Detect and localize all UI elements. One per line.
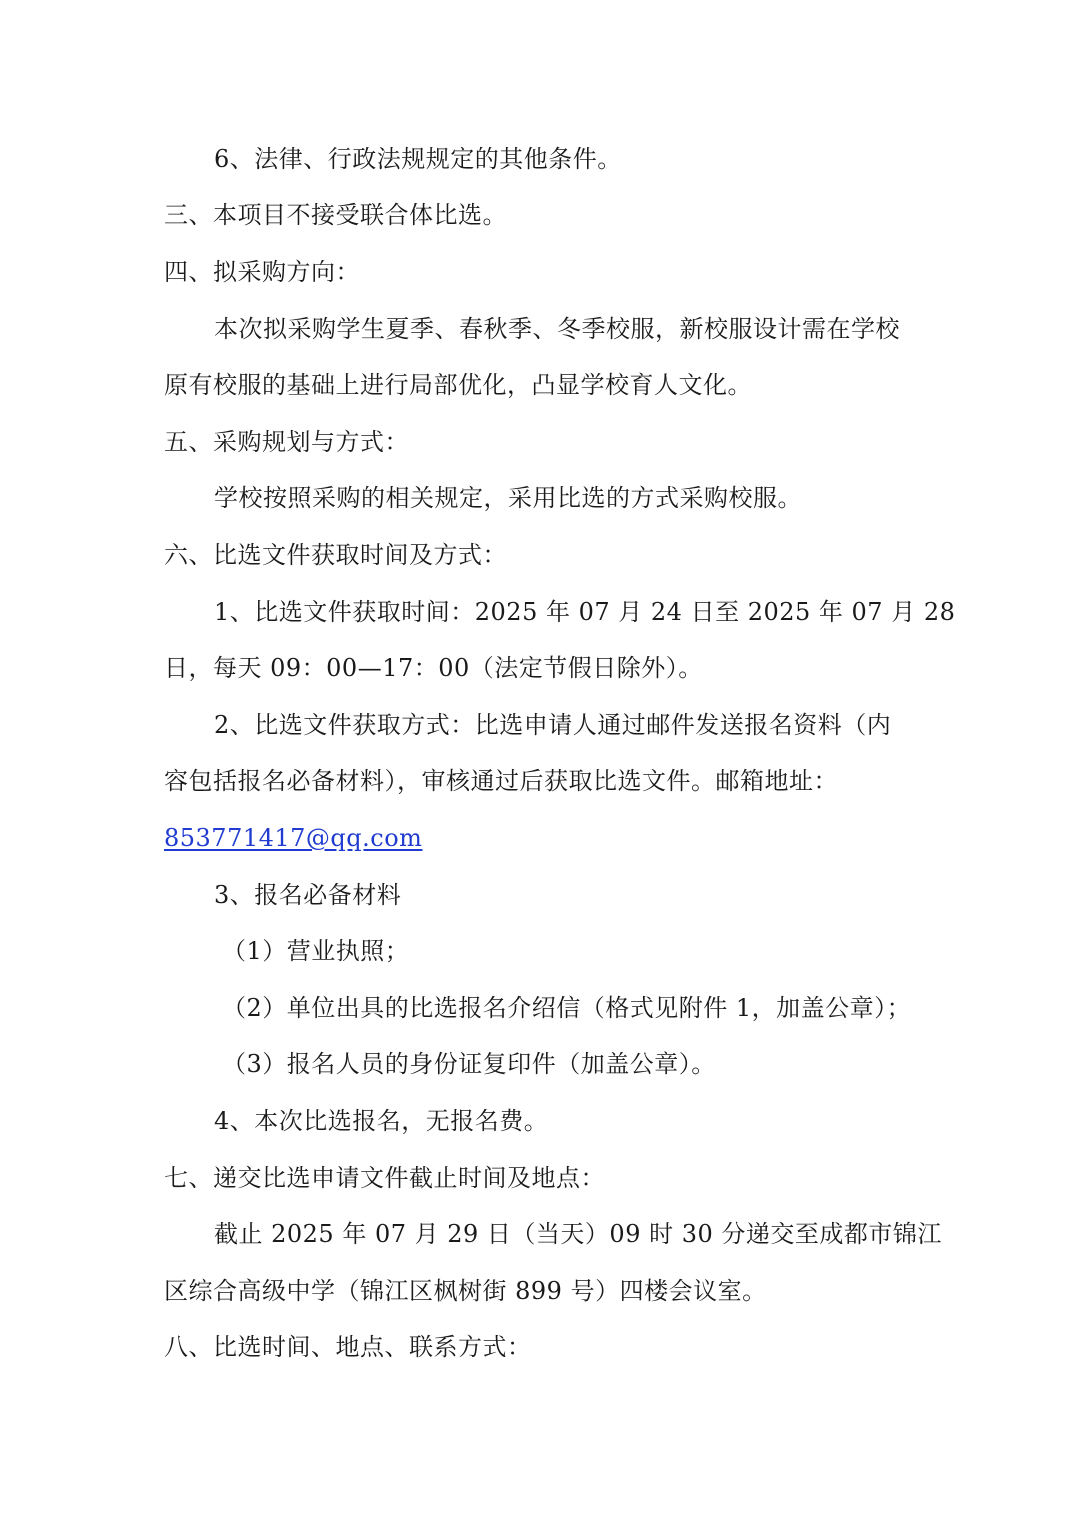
text-line: 容包括报名必备材料），审核通过后获取比选文件。邮箱地址： <box>164 767 838 795</box>
text-line: 6、法律、行政法规规定的其他条件。 <box>214 145 622 173</box>
section-heading: 八、比选时间、地点、联系方式： <box>164 1333 532 1361</box>
text-line: 截止 2025 年 07 月 29 日（当天）09 时 30 分递交至成都市锦江 <box>214 1220 942 1248</box>
text-line: 区综合高级中学（锦江区枫树街 899 号）四楼会议室。 <box>164 1277 767 1305</box>
text-line: 原有校服的基础上进行局部优化，凸显学校育人文化。 <box>164 371 752 399</box>
section-heading: 五、采购规划与方式： <box>164 428 409 456</box>
text-line: 日，每天 09：00—17：00（法定节假日除外）。 <box>164 654 703 682</box>
list-item: （2）单位出具的比选报名介绍信（格式见附件 1，加盖公章）； <box>222 994 912 1022</box>
text-line: 2、比选文件获取方式：比选申请人通过邮件发送报名资料（内 <box>214 711 892 739</box>
section-heading: 七、递交比选申请文件截止时间及地点： <box>164 1164 605 1192</box>
text-line: 1、比选文件获取时间：2025 年 07 月 24 日至 2025 年 07 月 28 <box>214 598 956 626</box>
list-item: （1）营业执照； <box>222 937 410 965</box>
list-item: （3）报名人员的身份证复印件（加盖公章）。 <box>222 1050 716 1078</box>
section-heading: 三、本项目不接受联合体比选。 <box>164 201 507 229</box>
section-heading: 六、比选文件获取时间及方式： <box>164 541 507 569</box>
text-line: 本次拟采购学生夏季、春秋季、冬季校服，新校服设计需在学校 <box>214 315 900 343</box>
section-heading: 四、拟采购方向： <box>164 258 360 286</box>
text-line: 3、报名必备材料 <box>214 881 402 909</box>
text-line: 学校按照采购的相关规定，采用比选的方式采购校服。 <box>214 484 802 512</box>
email-link[interactable]: 853771417@qq.com <box>164 824 423 852</box>
text-line: 4、本次比选报名，无报名费。 <box>214 1107 549 1135</box>
